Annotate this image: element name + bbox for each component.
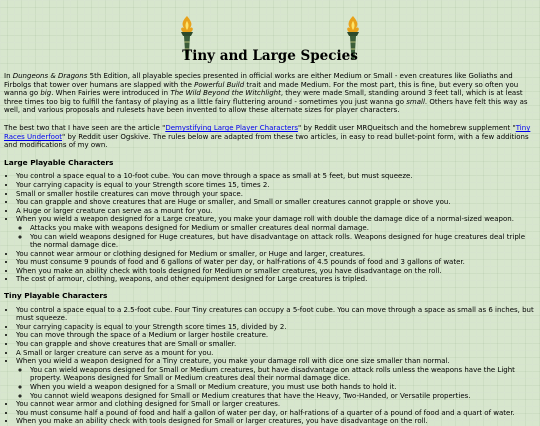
list-item: • Your carrying capacity is equal to your Strength score times 15, times 2.: [16, 181, 536, 190]
link-demystifying-large[interactable]: Demystifying Large Player Characters: [165, 123, 298, 132]
list-item: • You must consume half a pound of food and half a gallon of water per day, or half-rations of a quarter of a pound of food and a quart of water.: [16, 409, 536, 418]
list-item: • When you make an ability check with tools designed for Medium or smaller creatures, you have disadvantage on the roll.: [16, 267, 536, 276]
list-item: • You cannot wear armor and clothing designed for Small or larger creatures.: [16, 400, 536, 409]
book-title: The Wild Beyond the Witchlight: [170, 89, 281, 98]
list-item: ◦ You can wield weapons designed for Small or Medium creatures, but have disadvantage on attack rolls unless the weapons have the Light property. Weapons designed for Small or Medium creatures deal their normal damage dice.: [30, 366, 536, 383]
page-header: [0, 0, 540, 72]
list-item: • When you make an ability check with tools designed for Small or larger creatures, you have disadvantage on the roll.: [16, 417, 536, 426]
book-title: Dungeons & Dragons: [12, 72, 88, 80]
list-item: ◦ You can wield weapons designed for Huge creatures, but have disadvantage on attack rolls. Weapons designed for huge creatures deal triple the normal damage dice.: [30, 233, 536, 250]
list-item: • You control a space equal to a 2.5-foot cube. Four Tiny creatures can occupy a 5-foot cube. You can move through a space as small as 6 inches, but must squeeze.: [16, 306, 536, 323]
list-item: • You cannot wear armour or clothing designed for Medium or smaller, or Huge and larger, creatures.: [16, 250, 536, 259]
link-tiny-races-underfoot[interactable]: Tiny Races Underfoot: [4, 123, 531, 141]
list-item: • Small or smaller hostile creatures can move through your space.: [16, 190, 536, 199]
page-title: Tiny and Large Species: [182, 48, 358, 64]
list-item: ◦ You cannot wield weapons designed for Small or Medium creatures that have the Heavy, Two-Handed, or Versatile properties.: [30, 392, 536, 401]
large-rules-list: [4, 172, 536, 284]
section-heading-tiny: Tiny Playable Characters: [4, 291, 108, 301]
large-sub-list: [16, 224, 536, 250]
sources-paragraph: The best two that I have seen are the article "Demystifying Large Player Characters" by Reddit user MRQueitsch and the homebrew supplement "Tiny Races Underfoot" by Reddit user Ogskive. The rules below are adapted from these two articles, in easy to read bullet-point form, with a few additions and modifications of my own.: [4, 123, 531, 150]
list-item: ◦ Attacks you make with weapons designed for Medium or smaller creatures deal normal damage.: [30, 224, 536, 233]
list-item: • You can grapple and shove creatures that are Huge or smaller, and Small or smaller creatures cannot grapple or shove you.: [16, 198, 536, 207]
intro-paragraph: In Dungeons & Dragons 5th Edition, all playable species presented in official works are either Medium or Small - even creatures like Goliaths and Firbolgs that tower over humans are slapped with the Powerful Build trait and made Medium. For the most part, this is fine, but every so often you wanna go big. When Fairies were introduced in The Wild Beyond the Witchlight, they were made Small, standing around 3 feet tall, which is at least three times too big to fulfill the fantasy of playing as a little fairy fluttering around - sometimes you just wanna go small. Others have felt this way as well, and various proposals and rulesets have been invented to allow these alternate sizes for player characters.: [4, 72, 528, 115]
list-item: • When you wield a weapon designed for a Large creature, you make your damage roll with double the damage dice of a normal-sized weapon. ◦ Attacks you make with weapons designed for Medium or smaller creatures deal normal damage. ◦ You can wield weapons designed for Huge creatures, but have disadvantage on attack rolls. Weapons designed for huge creatures deal triple the normal damage dice.: [16, 215, 536, 249]
tiny-rules-list: [4, 306, 536, 426]
list-item: • A Huge or larger creature can serve as a mount for you.: [16, 207, 536, 216]
trait-name: Powerful Build: [194, 80, 245, 89]
section-heading-large: Large Playable Characters: [4, 157, 114, 167]
list-item: • A Small or larger creature can serve as a mount for you.: [16, 349, 536, 358]
tiny-sub-list: [16, 366, 536, 400]
list-item: ◦ When you wield a weapon designed for a Small or Medium creature, you must use both hands to hold it.: [30, 383, 536, 392]
list-item: • You can grapple and shove creatures that are Small or smaller.: [16, 340, 536, 349]
list-item: • You must consume 9 pounds of food and 6 gallons of water per day, or half-rations of 4.5 pounds of food and 3 gallons of water.: [16, 258, 536, 267]
list-item: • When you wield a weapon designed for a Tiny creature, you make your damage roll with dice one size smaller than normal. ◦ You can wield weapons designed for Small or Medium creatures, but have disadvantage on attack rolls unless the weapons have the Light property. Weapons designed for Small or Medium creatures deal their normal damage dice. ◦ When you wield a weapon designed for a Small or Medium creature, you must use both hands to hold it. ◦ You cannot wield weapons designed for Small or Medium creatures that have the Heavy, Two-Handed, or Versatile properties.: [16, 357, 536, 400]
list-item: • You can move through the space of a Medium or larger hostile creature.: [16, 331, 536, 340]
list-item: • The cost of armour, clothing, weapons, and other equipment designed for Large creatures is tripled.: [16, 275, 536, 284]
list-item: • Your carrying capacity is equal to your Strength score times 15, divided by 2.: [16, 323, 536, 332]
page-content: [0, 72, 540, 426]
list-item: • You control a space equal to a 10-foot cube. You can move through a space as small at 5 feet, but must squeeze.: [16, 172, 536, 181]
